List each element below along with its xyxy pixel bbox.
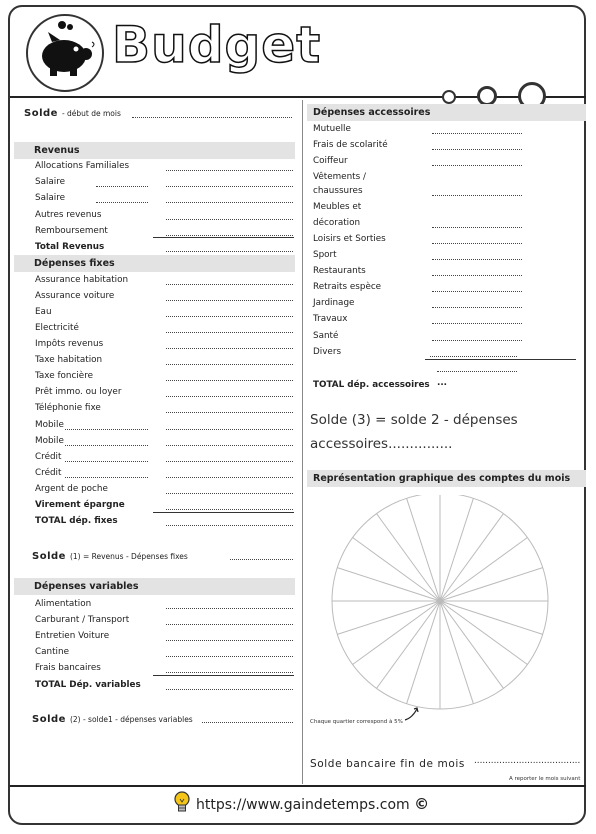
variables-item-field[interactable] xyxy=(166,624,293,625)
fixes-item-field[interactable] xyxy=(166,332,293,333)
fixes-item-label: Argent de poche xyxy=(35,484,108,494)
variables-sum-line xyxy=(153,675,294,676)
pie-chart xyxy=(320,495,560,735)
accessoires-item-field[interactable] xyxy=(432,195,522,196)
pie-segment-divider xyxy=(440,601,504,688)
accessoires-item-label: Sport xyxy=(313,250,337,260)
fixes-item-field[interactable] xyxy=(166,396,293,397)
accessoires-item-field[interactable] xyxy=(432,323,522,324)
fixes-item-label: Assurance habitation xyxy=(35,275,129,285)
revenus-item-label: Autres revenus xyxy=(35,210,102,220)
solde-debut-field[interactable] xyxy=(132,117,292,118)
pie-segment-divider xyxy=(440,601,473,704)
revenus-item-label: Salaire xyxy=(35,177,66,187)
fixes-item-label: Prêt immo. ou loyer xyxy=(35,387,122,397)
fixes-item-label: Crédit xyxy=(35,468,62,478)
fixes-item-field[interactable] xyxy=(166,364,293,365)
solde-2-field[interactable] xyxy=(202,722,293,723)
variables-item-field[interactable] xyxy=(166,640,293,641)
arrow-icon xyxy=(402,704,422,724)
solde-fin-label: Solde bancaire fin de mois xyxy=(310,758,465,770)
accessoires-item-label: Divers xyxy=(313,347,342,357)
accessoires-item-field[interactable] xyxy=(432,307,522,308)
accessoires-item-field[interactable] xyxy=(432,340,522,341)
fixes-item-field[interactable] xyxy=(166,412,293,413)
revenus-item-label: Salaire xyxy=(35,193,66,203)
column-divider xyxy=(302,100,303,784)
variables-item-label: Cantine xyxy=(35,647,69,657)
accessoires-total-dots: ... xyxy=(437,378,448,388)
accessoires-item-label: Coiffeur xyxy=(313,156,348,166)
piggy-bank-icon xyxy=(28,16,102,90)
accessoires-item-field[interactable] xyxy=(432,275,522,276)
fixes-item-subfield[interactable] xyxy=(65,461,148,462)
fixes-item-label: Mobile xyxy=(35,420,64,430)
solde-fin-note: A reporter le mois suivant xyxy=(509,776,581,782)
accessoires-total-field[interactable] xyxy=(437,371,517,372)
deco-circle-medium xyxy=(477,86,497,106)
page-title: Budget xyxy=(112,16,322,74)
pie-segment-divider xyxy=(377,514,441,601)
accessoires-item-field[interactable] xyxy=(432,227,522,228)
fixes-item-field[interactable] xyxy=(166,461,293,462)
accessoires-item-label: chaussures xyxy=(313,186,363,196)
pie-segment-divider xyxy=(440,538,527,602)
revenus-total-field[interactable] xyxy=(166,251,293,252)
variables-total-field[interactable] xyxy=(166,689,293,690)
accessoires-item-field[interactable] xyxy=(432,133,522,134)
solde-debut: Solde - début de mois xyxy=(24,108,121,119)
solde-1-field[interactable] xyxy=(230,559,293,560)
accessoires-item-label: Travaux xyxy=(313,314,348,324)
fixes-virement-field[interactable] xyxy=(166,509,293,510)
accessoires-item-label: Retraits espèce xyxy=(313,282,382,292)
solde-2: Solde (2) - solde1 - dépenses variables xyxy=(32,714,193,725)
lightbulb-icon xyxy=(172,790,192,816)
revenus-item-subfield[interactable] xyxy=(96,202,148,203)
revenus-item-subfield[interactable] xyxy=(96,186,148,187)
fixes-item-field[interactable] xyxy=(166,316,293,317)
variables-item-field[interactable] xyxy=(166,672,293,673)
variables-heading: Dépenses variables xyxy=(14,578,295,595)
fixes-item-field[interactable] xyxy=(166,300,293,301)
fixes-item-label: Eau xyxy=(35,307,52,317)
footer-url[interactable]: https://www.gaindetemps.com xyxy=(196,797,410,813)
pie-segment-divider xyxy=(407,601,440,704)
pie-segment-divider xyxy=(337,568,440,601)
pie-segment-divider xyxy=(353,601,440,665)
variables-item-label: Entretien Voiture xyxy=(35,631,110,641)
variables-item-label: Carburant / Transport xyxy=(35,615,130,625)
accessoires-total-label: TOTAL dép. accessoires xyxy=(313,380,430,390)
fixes-total-field[interactable] xyxy=(166,525,293,526)
solde-1: Solde (1) = Revenus - Dépenses fixes xyxy=(32,551,188,562)
solde-3-line1: Solde (3) = solde 2 - dépenses xyxy=(310,412,518,428)
accessoires-heading: Dépenses accessoires xyxy=(307,104,586,121)
variables-item-field[interactable] xyxy=(166,656,293,657)
pie-segment-divider xyxy=(377,601,441,688)
footer xyxy=(196,795,429,813)
revenus-sum-line xyxy=(153,237,294,238)
variables-total-label: TOTAL Dép. variables xyxy=(35,680,141,690)
accessoires-item-label: Santé xyxy=(313,331,339,341)
fixes-item-label: Electricité xyxy=(35,323,79,333)
revenus-item-field[interactable] xyxy=(166,219,293,220)
fixes-item-label: Impôts revenus xyxy=(35,339,104,349)
accessoires-item-label: décoration xyxy=(313,218,361,228)
pie-segment-divider xyxy=(337,601,440,634)
fixes-item-subfield[interactable] xyxy=(65,445,148,446)
fixes-virement-label: Virement épargne xyxy=(35,500,125,510)
fixes-sum-line xyxy=(153,512,294,513)
graph-heading: Représentation graphique des comptes du mois xyxy=(307,470,586,487)
variables-item-label: Alimentation xyxy=(35,599,92,609)
pie-segment-divider xyxy=(440,601,543,634)
accessoires-item-label: Vêtements / xyxy=(313,172,366,182)
pie-segment-divider xyxy=(440,601,527,665)
solde-3-line2: accessoires............... xyxy=(310,436,453,452)
pie-segment-divider xyxy=(407,498,440,601)
header-rule xyxy=(10,96,586,98)
fixes-item-field[interactable] xyxy=(166,445,293,446)
pie-segment-divider xyxy=(353,538,440,602)
variables-item-label: Frais bancaires xyxy=(35,663,101,673)
solde-fin-dots[interactable]: ...................................... xyxy=(474,756,581,766)
accessoires-item-label: Loisirs et Sorties xyxy=(313,234,386,244)
accessoires-item-field[interactable] xyxy=(432,165,522,166)
revenus-item-label: Remboursement xyxy=(35,226,108,236)
revenus-item-field[interactable] xyxy=(166,186,293,187)
logo-circle xyxy=(26,14,104,92)
fixes-item-label: Téléphonie fixe xyxy=(35,403,101,413)
graph-note: Chaque quartier correspond à 5% xyxy=(310,719,403,725)
revenus-heading: Revenus xyxy=(14,142,295,159)
accessoires-item-label: Frais de scolarité xyxy=(313,140,388,150)
fixes-item-label: Assurance voiture xyxy=(35,291,115,301)
revenus-total-label: Total Revenus xyxy=(35,242,105,252)
variables-item-field[interactable] xyxy=(166,608,293,609)
pie-segment-divider xyxy=(440,568,543,601)
accessoires-item-label: Mutuelle xyxy=(313,124,351,134)
accessoires-item-field[interactable] xyxy=(430,356,517,357)
fixes-heading: Dépenses fixes xyxy=(14,255,295,272)
revenus-item-field[interactable] xyxy=(166,170,293,171)
revenus-item-label: Allocations Familiales xyxy=(35,161,130,171)
revenus-item-field[interactable] xyxy=(166,235,293,236)
accessoires-item-label: Restaurants xyxy=(313,266,366,276)
accessoires-item-label: Jardinage xyxy=(313,298,355,308)
fixes-item-label: Mobile xyxy=(35,436,64,446)
fixes-item-field[interactable] xyxy=(166,284,293,285)
fixes-item-label: Taxe habitation xyxy=(35,355,103,365)
fixes-item-subfield[interactable] xyxy=(65,477,148,478)
accessoires-item-field[interactable] xyxy=(432,259,522,260)
fixes-item-label: Crédit xyxy=(35,452,62,462)
fixes-item-subfield[interactable] xyxy=(65,429,148,430)
pie-segment-divider xyxy=(440,514,504,601)
accessoires-sum-line xyxy=(425,359,576,360)
fixes-total-label: TOTAL dép. fixes xyxy=(35,516,118,526)
copyright-symbol: © xyxy=(414,795,430,813)
footer-rule xyxy=(10,785,586,787)
deco-circle-small xyxy=(442,90,456,104)
accessoires-item-field[interactable] xyxy=(432,291,522,292)
accessoires-item-label: Meubles et xyxy=(313,202,362,212)
fixes-item-field[interactable] xyxy=(166,477,293,478)
accessoires-item-field[interactable] xyxy=(432,149,522,150)
pie-segment-divider xyxy=(440,498,473,601)
fixes-item-field[interactable] xyxy=(166,429,293,430)
fixes-item-field[interactable] xyxy=(166,380,293,381)
fixes-item-field[interactable] xyxy=(166,348,293,349)
fixes-item-label: Taxe foncière xyxy=(35,371,94,381)
accessoires-item-field[interactable] xyxy=(432,243,522,244)
revenus-item-field[interactable] xyxy=(166,202,293,203)
fixes-item-field[interactable] xyxy=(166,493,293,494)
